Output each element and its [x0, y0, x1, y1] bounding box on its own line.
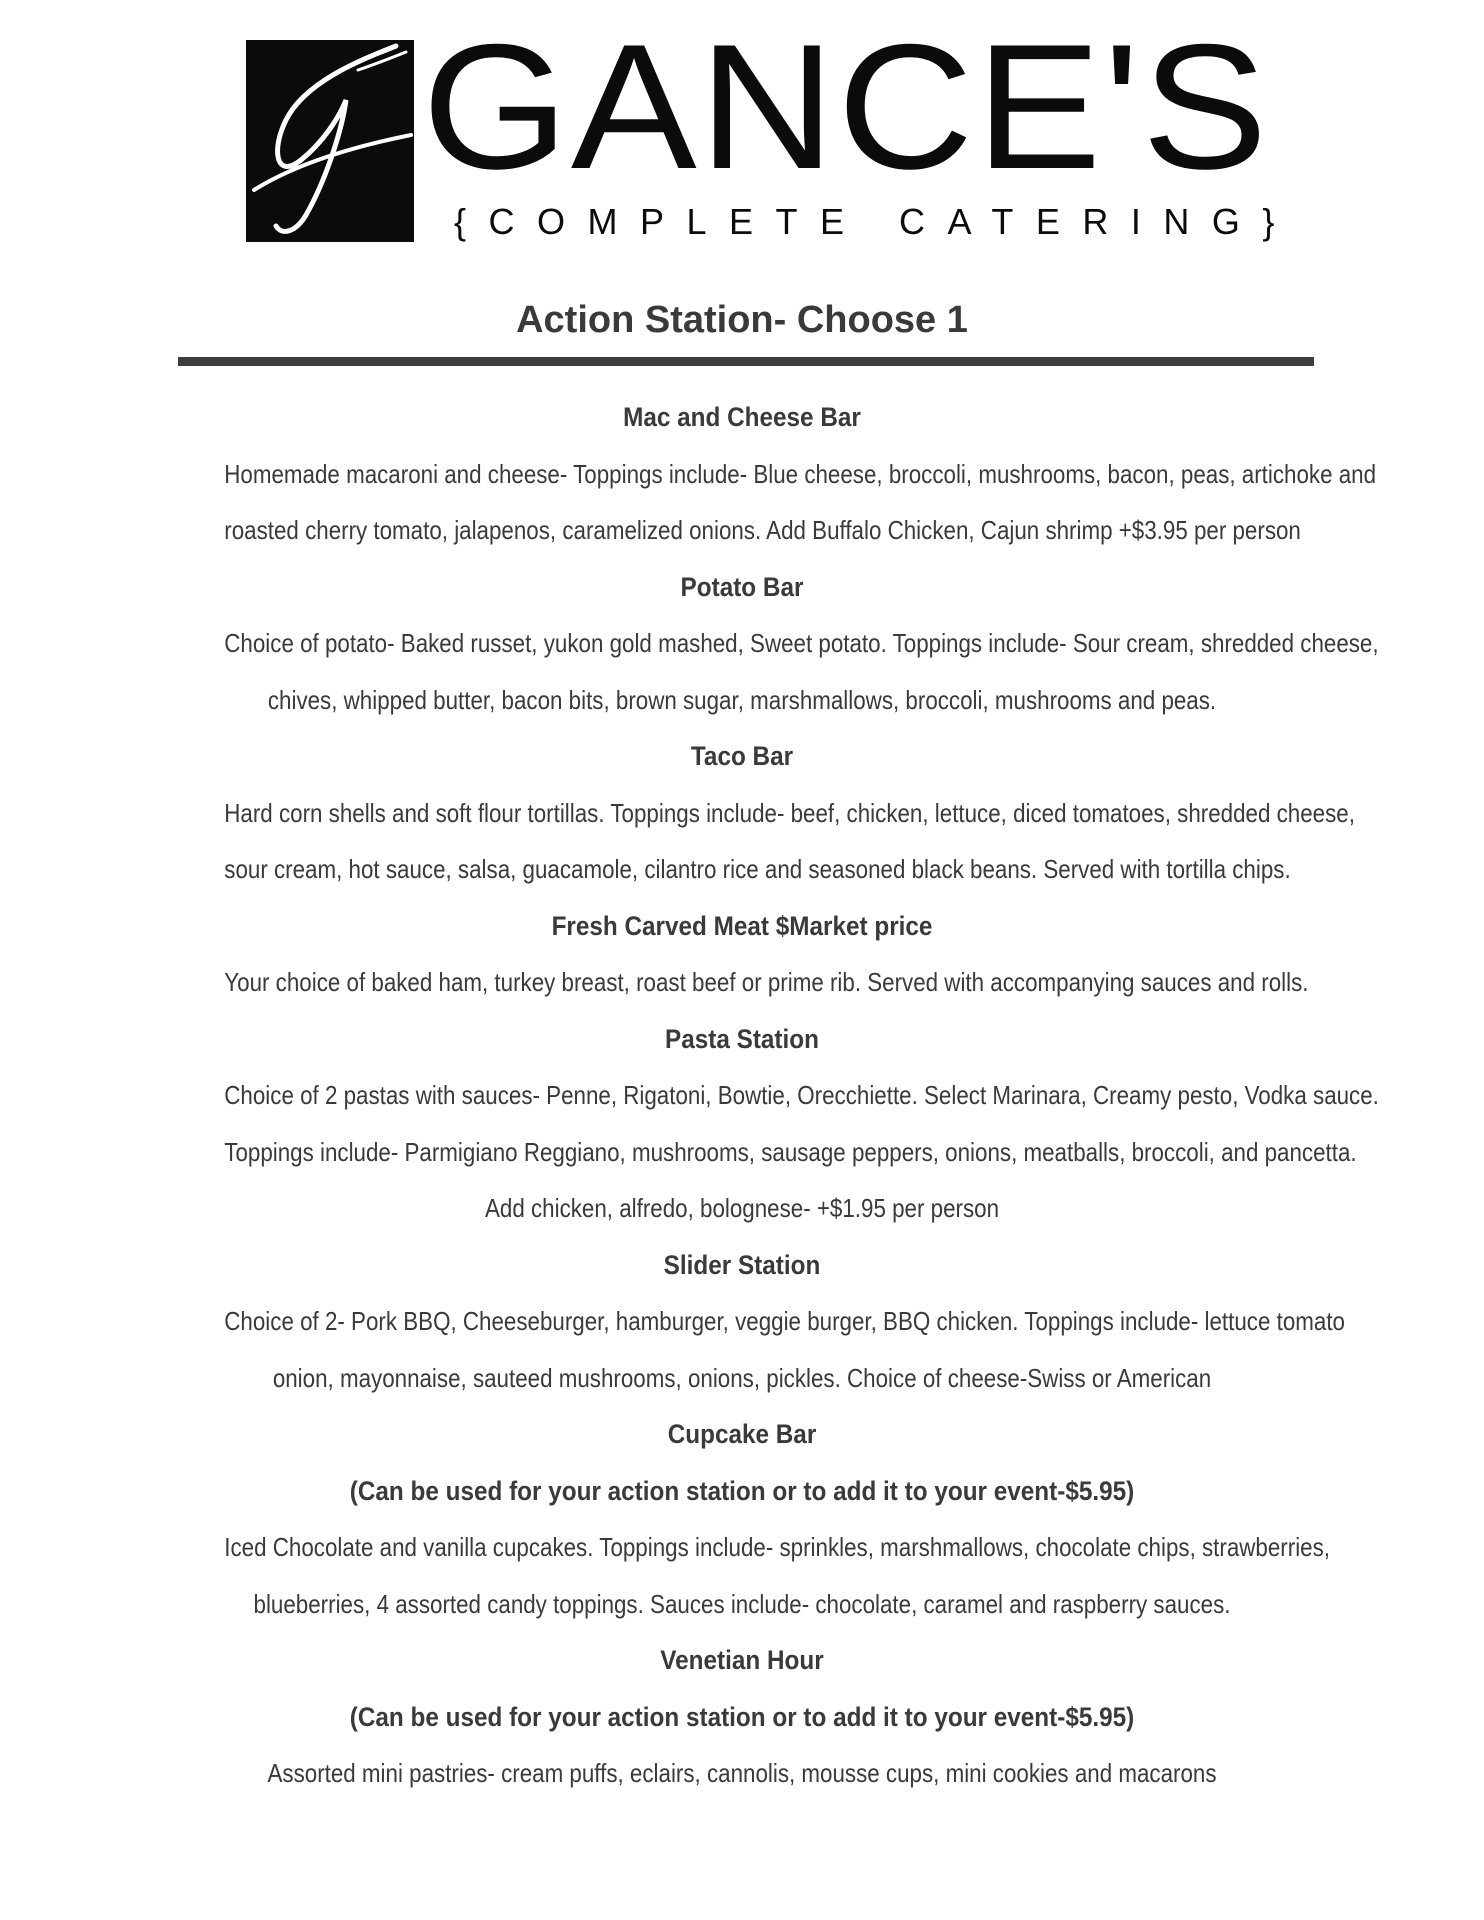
section-heading: Pasta Station	[665, 1023, 819, 1054]
section-heading: Venetian Hour	[660, 1645, 824, 1675]
menu-section	[140, 1011, 1379, 1237]
section-description-line: Assorted mini pastries- cream puffs, eclairs, cannolis, mousse cups, mini cookies and macarons	[267, 1758, 1217, 1788]
menu-list	[140, 389, 1379, 1802]
logo-tagline: {COMPLETE CATERING}	[454, 201, 1297, 242]
section-description-line: onion, mayonnaise, sauteed mushrooms, onions, pickles. Choice of cheese-Swiss or American	[272, 1362, 1212, 1393]
company-logo	[246, 7, 1297, 244]
section-description-line: chives, whipped butter, bacon bits, brown sugar, marshmallows, broccoli, mushrooms and peas.	[267, 684, 1217, 715]
section-note: (Can be used for your action station or to add it to your event-$5.95)	[349, 1475, 1135, 1506]
section-description-line: sour cream, hot sauce, salsa, guacamole, cilantro rice and seasoned black beans. Served with tortilla chips.	[224, 854, 1291, 884]
title-divider	[178, 357, 1314, 366]
section-description-line: Choice of potato- Baked russet, yukon gold mashed, Sweet potato. Toppings include- Sour cream, shredded cheese,	[224, 628, 1379, 658]
section-note: (Can be used for your action station or to add it to your event-$5.95)	[349, 1701, 1135, 1732]
section-description-line: blueberries, 4 assorted candy toppings. Sauces include- chocolate, caramel and raspberry sauces.	[253, 1588, 1231, 1619]
menu-section	[140, 898, 1344, 1011]
section-description-line: Choice of 2- Pork BBQ, Cheeseburger, hamburger, veggie burger, BBQ chicken. Toppings include- lettuce tomato	[224, 1306, 1345, 1336]
section-description-line: Toppings include- Parmigiano Reggiano, mushrooms, sausage peppers, onions, meatballs, broccoli, and pancetta.	[224, 1136, 1357, 1167]
section-description-line: Your choice of baked ham, turkey breast, roast beef or prime rib. Served with accompanying sauces and rolls.	[224, 967, 1309, 997]
menu-section	[140, 1406, 1344, 1632]
logo-monogram-icon	[246, 40, 414, 242]
section-description-line: Add chicken, alfredo, bolognese- +$1.95 per person	[484, 1193, 1000, 1223]
section-heading: Fresh Carved Meat $Market price	[551, 910, 933, 941]
menu-section	[140, 389, 1377, 559]
menu-section	[140, 559, 1379, 729]
menu-section	[140, 728, 1355, 898]
logo-name: GANCE'S	[422, 7, 1270, 206]
section-heading: Mac and Cheese Bar	[623, 402, 861, 432]
section-description-line: Iced Chocolate and vanilla cupcakes. Toppings include- sprinkles, marshmallows, chocolate chips, strawberries,	[224, 1532, 1330, 1562]
page-title: Action Station- Choose 1	[516, 299, 968, 341]
section-heading: Potato Bar	[680, 571, 804, 602]
section-heading: Taco Bar	[690, 741, 794, 771]
menu-section	[140, 1237, 1344, 1407]
menu-section	[140, 1632, 1344, 1802]
section-description-line: Choice of 2 pastas with sauces- Penne, Rigatoni, Bowtie, Orecchiette. Select Marinara, Creamy pesto, Vodka sauce.	[224, 1080, 1379, 1110]
section-description-line: roasted cherry tomato, jalapenos, caramelized onions. Add Buffalo Chicken, Cajun shrimp +$3.95 per person	[224, 515, 1301, 545]
section-description-line: Hard corn shells and soft flour tortillas. Toppings include- beef, chicken, lettuce, diced tomatoes, shredded cheese,	[224, 797, 1355, 828]
section-heading: Slider Station	[663, 1249, 821, 1280]
section-heading: Cupcake Bar	[667, 1419, 817, 1449]
section-description-line: Homemade macaroni and cheese- Toppings include- Blue cheese, broccoli, mushrooms, bacon, peas, artichoke and	[224, 458, 1377, 489]
